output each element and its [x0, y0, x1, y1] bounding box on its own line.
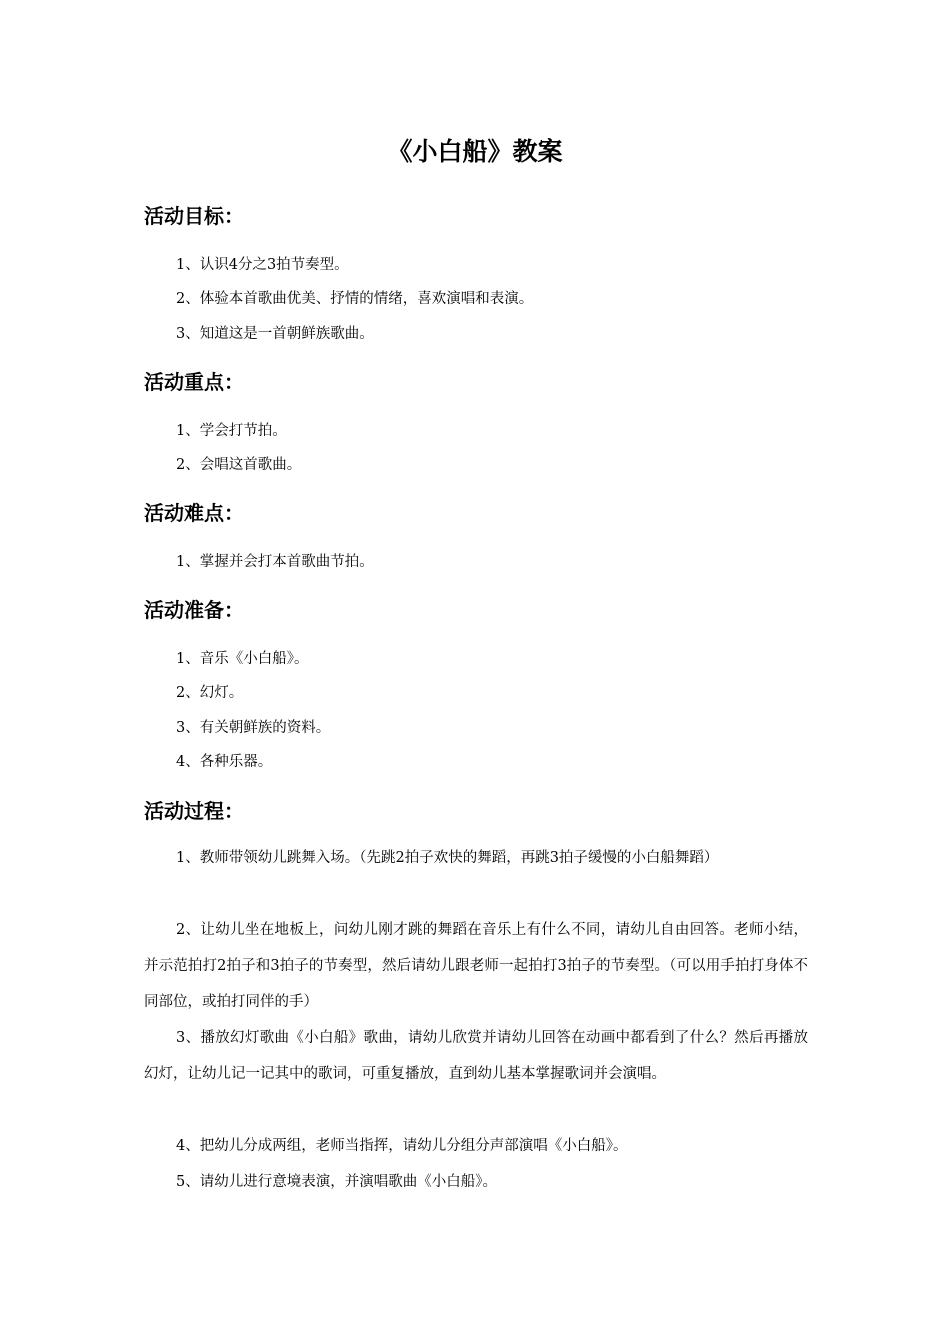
heading-process: 活动过程：: [144, 799, 244, 823]
process-paragraph-2: 2、让幼儿坐在地板上，问幼儿刚才跳的舞蹈在音乐上有什么不同，请幼儿自由回答。老师小结，并示范拍打2拍子和3拍子的节奏型，然后请幼儿跟老师一起拍打3拍子的节奏型。（可以用手拍打身体不同部位，或拍打同伴的手）: [144, 922, 808, 1010]
document-title: 《小白船》教案: [387, 137, 563, 166]
process-paragraph-5: 5、请幼儿进行意境表演，并演唱歌曲《小白船》。: [176, 1174, 497, 1190]
preparation-item-3: 3、有关朝鲜族的资料。: [176, 720, 331, 736]
heading-goals: 活动目标：: [144, 204, 244, 228]
process-paragraph-3: 3、播放幻灯歌曲《小白船》歌曲，请幼儿欣赏并请幼儿回答在动画中都看到了什么？然后再播放幻灯，让幼儿记一记其中的歌词，可重复播放，直到幼儿基本掌握歌词并会演唱。: [144, 1030, 808, 1082]
heading-key-points: 活动重点：: [144, 370, 244, 394]
heading-preparation: 活动准备：: [144, 598, 244, 622]
goals-item-1: 1、认识4分之3拍节奏型。: [176, 257, 349, 273]
goals-item-2: 2、体验本首歌曲优美、抒情的情绪，喜欢演唱和表演。: [176, 291, 534, 307]
goals-item-3: 3、知道这是一首朝鲜族歌曲。: [176, 326, 374, 342]
key-points-item-1: 1、学会打节拍。: [176, 423, 287, 439]
preparation-item-1: 1、音乐《小白船》。: [176, 651, 309, 667]
preparation-item-4: 4、各种乐器。: [176, 754, 273, 770]
heading-difficulties: 活动难点：: [144, 501, 244, 525]
key-points-item-2: 2、会唱这首歌曲。: [176, 457, 302, 473]
difficulties-item-1: 1、掌握并会打本首歌曲节拍。: [176, 554, 374, 570]
preparation-item-2: 2、幻灯。: [176, 685, 244, 701]
process-paragraph-4: 4、把幼儿分成两组，老师当指挥，请幼儿分组分声部演唱《小白船》。: [176, 1138, 628, 1154]
process-paragraph-1: 1、教师带领幼儿跳舞入场。（先跳2拍子欢快的舞蹈，再跳3拍子缓慢的小白船舞蹈）: [176, 850, 719, 866]
